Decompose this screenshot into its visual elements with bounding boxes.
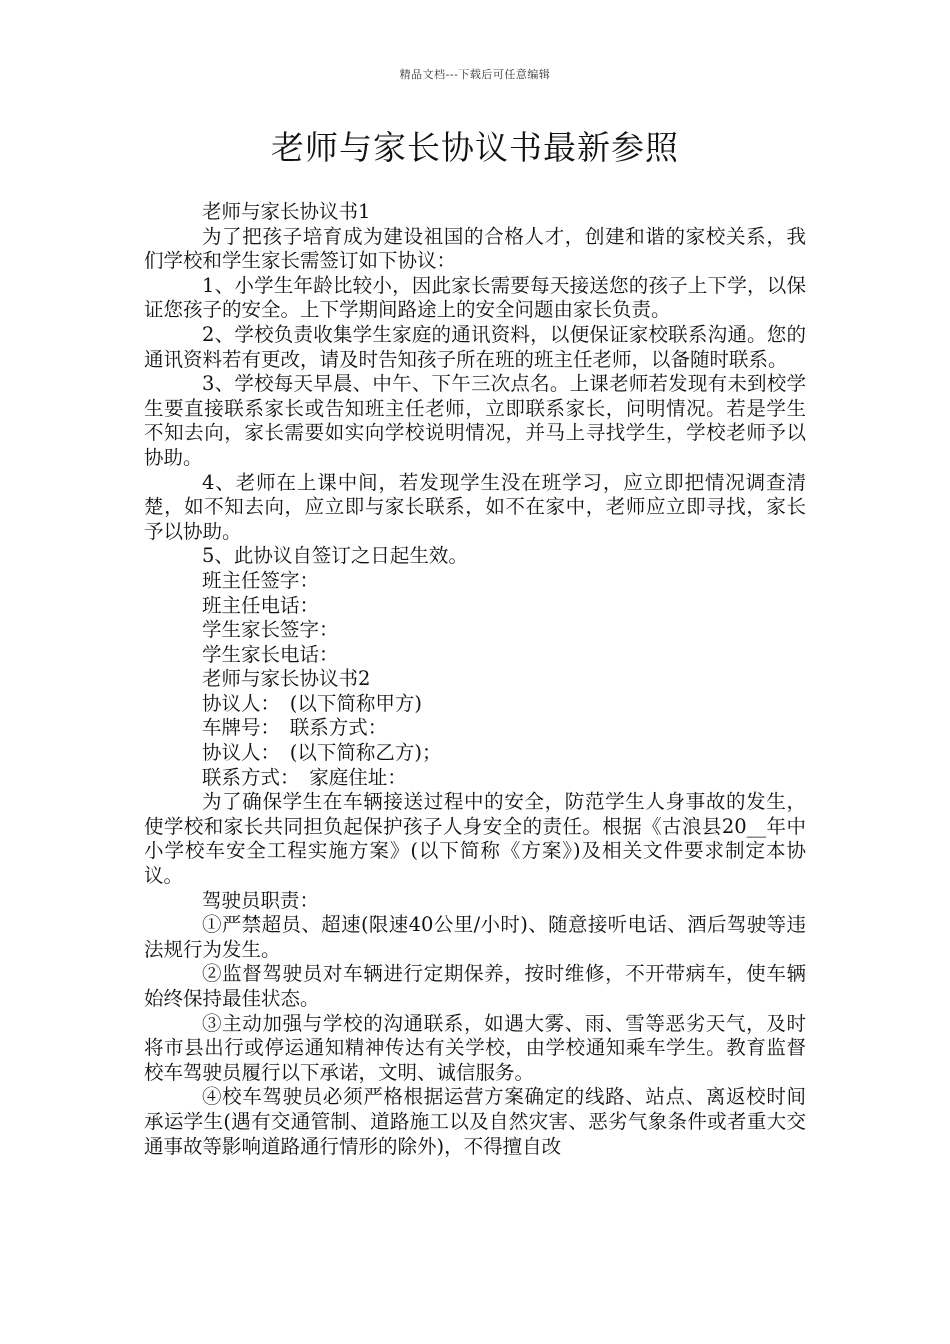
clause-5: 5、此协议自签订之日起生效。: [202, 544, 468, 568]
driver-duty-3: ③主动加强与学校的沟通联系，如遇大雾、雨、雪等恶劣天气，及时将市县出行或停运通知精神传达有关学校，由学校通知乘车学生。教育监督校车驾驶员履行以下承诺，文明、诚信服务。: [144, 1011, 806, 1084]
parent-signature-line: 学生家长签字：: [202, 618, 339, 642]
header-note: 精品文档---下载后可任意编辑: [399, 68, 551, 81]
plate-number-line: 车牌号： 联系方式：: [202, 716, 388, 740]
contact-address-line: 联系方式： 家庭住址：: [202, 765, 407, 789]
driver-duty-4: ④校车驾驶员必须严格根据运营方案确定的线路、站点、离返校时间承运学生(遇有交通管制、道路施工以及自然灾害、恶劣气象条件或者重大交通事故等影响道路通行情形的除外)，不得擅自改: [144, 1085, 806, 1158]
purpose-paragraph: 为了确保学生在车辆接送过程中的安全，防范学生人身事故的发生，使学校和家长共同担负起保护孩子人身安全的责任。根据《古浪县20__年中小学校车安全工程实施方案》(以下简称《方案》)及相关文件要求制定本协议。: [144, 790, 806, 888]
driver-duties-heading: 驾驶员职责：: [202, 888, 320, 912]
document-title: 老师与家长协议书最新参照: [271, 128, 679, 167]
clause-1: 1、小学生年龄比较小，因此家长需要每天接送您的孩子上下学，以保证您孩子的安全。上下学期间路途上的安全问题由家长负责。: [144, 273, 806, 322]
parent-phone-line: 学生家长电话：: [202, 642, 339, 666]
intro-paragraph: 为了把孩子培育成为建设祖国的合格人才，创建和谐的家校关系，我们学校和学生家长需签订如下协议：: [144, 224, 806, 273]
party-a-line: 协议人： (以下简称甲方): [202, 691, 422, 715]
clause-3: 3、学校每天早晨、中午、下午三次点名。上课老师若发现有未到校学生要直接联系家长或告知班主任老师，立即联系家长，问明情况。若是学生不知去向，家长需要如实向学校说明情况，并马上寻找学生，学校老师予以协助。: [144, 372, 806, 469]
clause-4: 4、老师在上课中间，若发现学生没在班学习，应立即把情况调查清楚，如不知去向，应立即与家长联系，如不在家中，老师应立即寻找，家长予以协助。: [144, 470, 806, 543]
document-body: [144, 200, 806, 1159]
teacher-signature-line: 班主任签字：: [202, 568, 320, 592]
section-heading-1: 老师与家长协议书1: [202, 200, 371, 223]
section-heading-2: 老师与家长协议书2: [202, 667, 371, 691]
party-b-line: 协议人： (以下简称乙方)；: [202, 741, 442, 765]
driver-duty-1: ①严禁超员、超速(限速40公里/小时)、随意接听电话、酒后驾驶等违法规行为发生。: [144, 913, 806, 961]
clause-2: 2、学校负责收集学生家庭的通讯资料，以便保证家校联系沟通。您的通讯资料若有更改，请及时告知孩子所在班的班主任老师，以备随时联系。: [144, 322, 806, 371]
driver-duty-2: ②监督驾驶员对车辆进行定期保养，按时维修，不开带病车，使车辆始终保持最佳状态。: [144, 962, 806, 1010]
teacher-phone-line: 班主任电话：: [202, 593, 320, 617]
